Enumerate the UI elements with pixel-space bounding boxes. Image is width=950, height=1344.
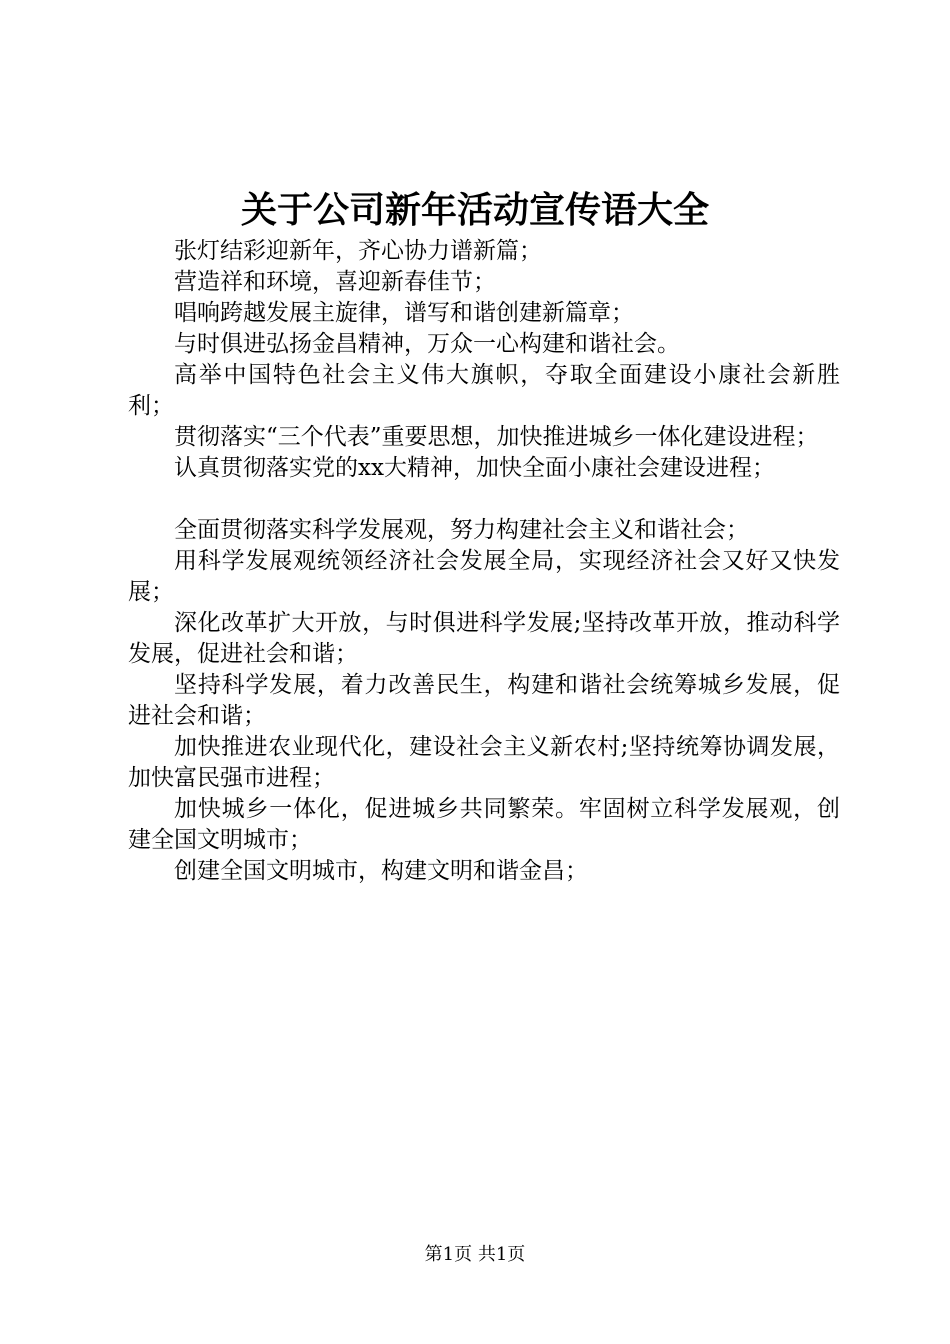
paragraph: 深化改革扩大开放，与时俱进科学发展;坚持改革开放，推动科学发展，促进社会和谐； (128, 610, 840, 667)
paragraph: 创建全国文明城市，构建文明和谐金昌； (174, 858, 588, 884)
paragraph: 张灯结彩迎新年，齐心协力谱新篇； (174, 238, 542, 264)
page-footer: 第1页 共1页 (424, 1244, 526, 1265)
paragraph: 与时俱进弘扬金昌精神，万众一心构建和谐社会。 (174, 331, 680, 357)
paragraph: 贯彻落实“三个代表”重要思想，加快推进城乡一体化建设进程； (174, 424, 819, 450)
paragraph: 营造祥和环境，喜迎新春佳节； (174, 269, 496, 295)
paragraph: 坚持科学发展，着力改善民生，构建和谐社会统筹城乡发展，促进社会和谐； (128, 672, 840, 729)
blank-line (128, 484, 840, 515)
paragraph: 全面贯彻落实科学发展观，努力构建社会主义和谐社会； (174, 517, 749, 543)
document-title: 关于公司新年活动宣传语大全 (240, 189, 709, 231)
paragraph: 用科学发展观统领经济社会发展全局，实现经济社会又好又快发展； (128, 548, 840, 605)
document-body (128, 236, 840, 887)
paragraph: 认真贯彻落实党的xx大精神，加快全面小康社会建设进程； (174, 455, 775, 481)
paragraph: 高举中国特色社会主义伟大旗帜，夺取全面建设小康社会新胜利； (128, 362, 840, 419)
paragraph: 加快推进农业现代化，建设社会主义新农村;坚持统筹协调发展，加快富民强市进程； (128, 734, 840, 791)
paragraph: 唱响跨越发展主旋律，谱写和谐创建新篇章； (174, 300, 634, 326)
paragraph: 加快城乡一体化，促进城乡共同繁荣。牢固树立科学发展观，创建全国文明城市； (128, 796, 840, 853)
